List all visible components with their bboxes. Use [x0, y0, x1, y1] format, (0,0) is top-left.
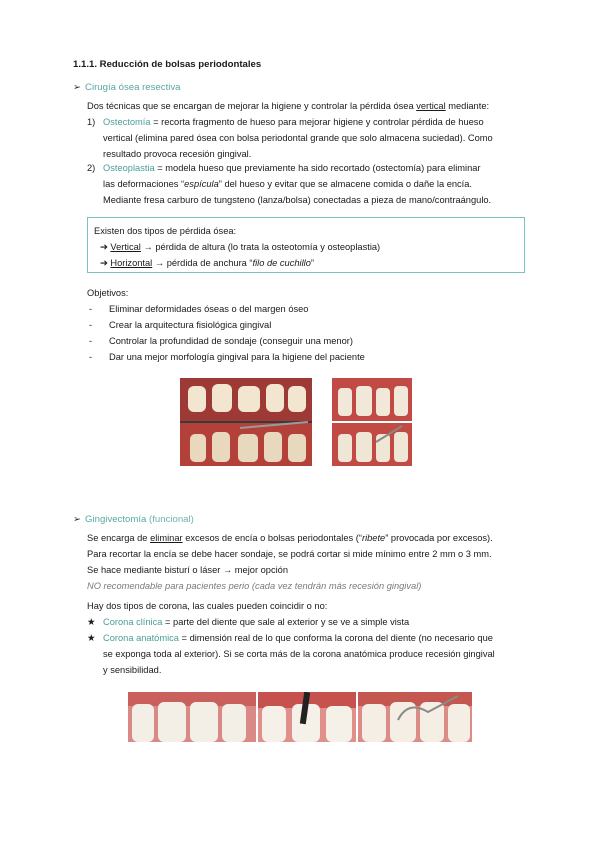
star-icon: ★ [87, 633, 96, 643]
item-number: 2) [87, 163, 96, 173]
gingivectomy-photo-incision [258, 692, 356, 742]
osteoplasty-photo [332, 378, 412, 466]
objectives-title: Objetivos: [87, 288, 129, 298]
list-item: - Eliminar deformidades óseas o del margen óseo [89, 304, 309, 314]
list-item: - Controlar la profundidad de sondaje (conseguir una menor) [89, 336, 353, 346]
list-item: - Crear la arquitectura fisiológica gingival [89, 320, 272, 330]
arrow-bullet-icon: ➢ [73, 514, 82, 525]
arrow-bullet-icon: ➢ [73, 82, 82, 93]
list-item: - Dar una mejor morfología gingival para la higiene del paciente [89, 352, 365, 362]
subsection-title-cirugia [73, 80, 181, 96]
subsection-title-text: Cirugía ósea resectiva [85, 82, 181, 93]
crown-intro: Hay dos tipos de corona, las cuales pueden coincidir o no: [87, 601, 328, 611]
bone-loss-types-box [87, 217, 525, 273]
item-number: 1) [87, 117, 96, 127]
bone-surgery-photo [180, 378, 312, 466]
sondaje-paragraph: Para recortar la encía se debe hacer sondaje, se podrá cortar si mide mínimo entre 2 mm o 3 mm. [87, 549, 492, 559]
subsection-title-gingivectomia: ➢ Gingivectomía (funcional) [73, 514, 194, 525]
clinical-crown-item: Corona clínica = parte del diente que sale al exterior y se ve a simple vista [103, 617, 410, 627]
gingivectomy-definition: Se encarga de eliminar excesos de encía o bolsas periodontales (“ribete” provocada por excesos). [87, 533, 493, 543]
anatomical-crown-item: Corona anatómica = dimensión real de lo que conforma la corona del diente (no necesario que se exponga toda al exterior). Si se corta más de la corona anatómica produce recesión gingival y sensibilidad. [103, 633, 495, 675]
section-title: 1.1.1. Reducción de bolsas periodontales [73, 59, 262, 70]
osteoplastia-item: Osteoplastia = modela hueso que previamente ha sido recortado (ostectomía) para eliminar las deformaciones “espícula” del hueso y evitar que se almacene comida o dañe la encía. Mediante fresa carburo de tungsteno (lanza/bolsa) conectadas a pieza de mano/contraángulo. [103, 163, 492, 205]
star-icon: ★ [87, 617, 96, 627]
box-row-horizontal: ➔ Horizontal → pérdida de anchura “filo de cuchillo” [100, 258, 315, 268]
ostectomia-item: Ostectomía = recorta fragmento de hueso para mejorar higiene y controlar pérdida de hueso vertical (elimina pared ósea con bolsa periodontal grande que solo almacena suciedad). Como resultado provoca recesión gingival. [103, 117, 493, 159]
warning-note: NO recomendable para pacientes perio (cada vez tendrán más recesión gingival) [87, 581, 422, 591]
gingivectomy-photo-before [128, 692, 256, 742]
box-row-vertical: ➔ Vertical → pérdida de altura (lo trata la osteotomía y osteoplastia) [100, 242, 381, 252]
intro-paragraph: Dos técnicas que se encargan de mejorar la higiene y controlar la pérdida ósea vertical mediante: [87, 101, 490, 111]
method-paragraph: Se hace mediante bisturí o láser → mejor opción [87, 565, 289, 575]
box-title: Existen dos tipos de pérdida ósea: [94, 226, 237, 236]
gingivectomy-photo-probe [358, 692, 472, 742]
